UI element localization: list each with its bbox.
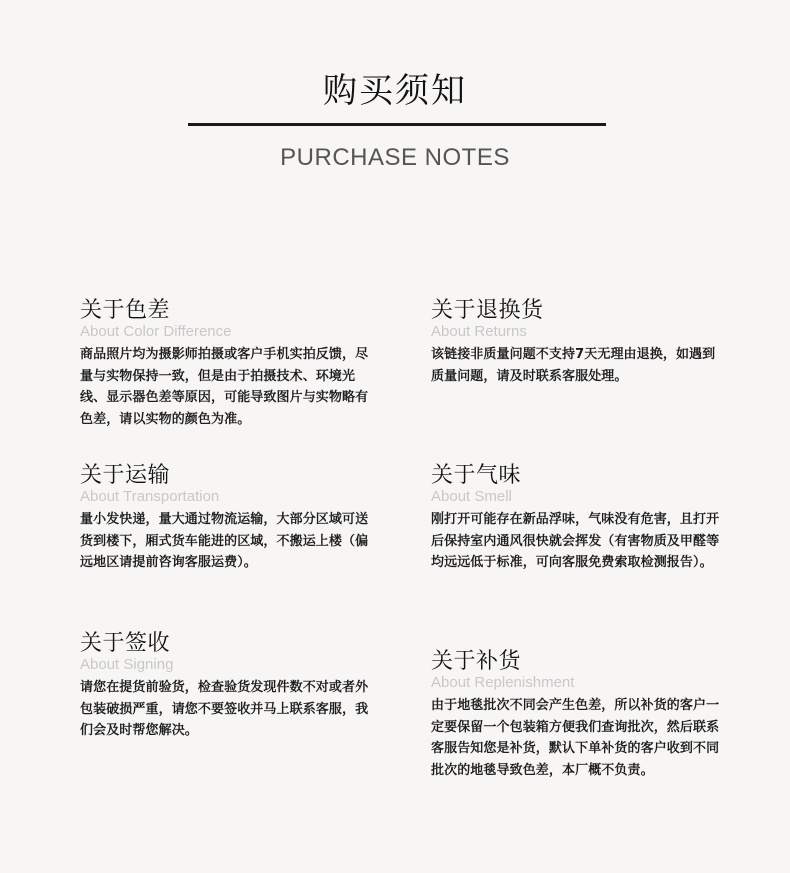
section-title: 关于签收 [80, 631, 171, 656]
section-subtitle: About Color Difference [80, 323, 232, 340]
page-header [0, 0, 790, 190]
section-body: 请您在提货前验货，检查验货发现件数不对或者外包装破损严重，请您不要签收并马上联系客服，我们会及时帮您解决。 [80, 680, 369, 738]
section-subtitle: About Smell [431, 488, 512, 505]
section-body: 刚打开可能存在新品浮味，气味没有危害，且打开后保持室内通风很快就会挥发（有害物质及甲醛等均远远低于标准，可向客服免费索取检测报告）。 [431, 512, 720, 570]
section-title: 关于色差 [80, 298, 171, 323]
page-subtitle: PURCHASE NOTES [280, 144, 510, 171]
title-divider [188, 123, 606, 126]
section-title: 关于补货 [431, 649, 522, 674]
section-subtitle: About Transportation [80, 488, 220, 505]
section-subtitle: About Returns [431, 323, 527, 340]
section-subtitle: About Signing [80, 656, 174, 673]
section-body: 商品照片均为摄影师拍摄或客户手机实拍反馈，尽量与实物保持一致，但是由于拍摄技术、环境光线、显示器色差等原因，可能导致图片与实物略有色差，请以实物的颜色为准。 [80, 347, 369, 427]
section-returns [431, 297, 721, 387]
section-transportation [80, 462, 380, 574]
section-signing [80, 630, 380, 742]
page-title: 购买须知 [323, 71, 467, 111]
section-body: 该链接非质量问题不支持7天无理由退换，如遇到质量问题，请及时联系客服处理。 [431, 347, 716, 384]
section-title: 关于运输 [80, 463, 171, 488]
section-title: 关于气味 [431, 463, 522, 488]
section-title: 关于退换货 [431, 298, 544, 323]
section-smell [431, 462, 721, 574]
section-body: 由于地毯批次不同会产生色差，所以补货的客户一定要保留一个包装箱方便我们查询批次，然后联系客服告知您是补货，默认下单补货的客户收到不同批次的地毯导致色差，本厂概不负责。 [431, 698, 720, 778]
section-subtitle: About Replenishment [431, 674, 575, 691]
section-body: 量小发快递，量大通过物流运输，大部分区域可送货到楼下，厢式货车能进的区域，不搬运上楼（偏远地区请提前咨询客服运费）。 [80, 512, 369, 570]
section-replenishment [431, 648, 721, 781]
section-color-difference [80, 297, 380, 430]
